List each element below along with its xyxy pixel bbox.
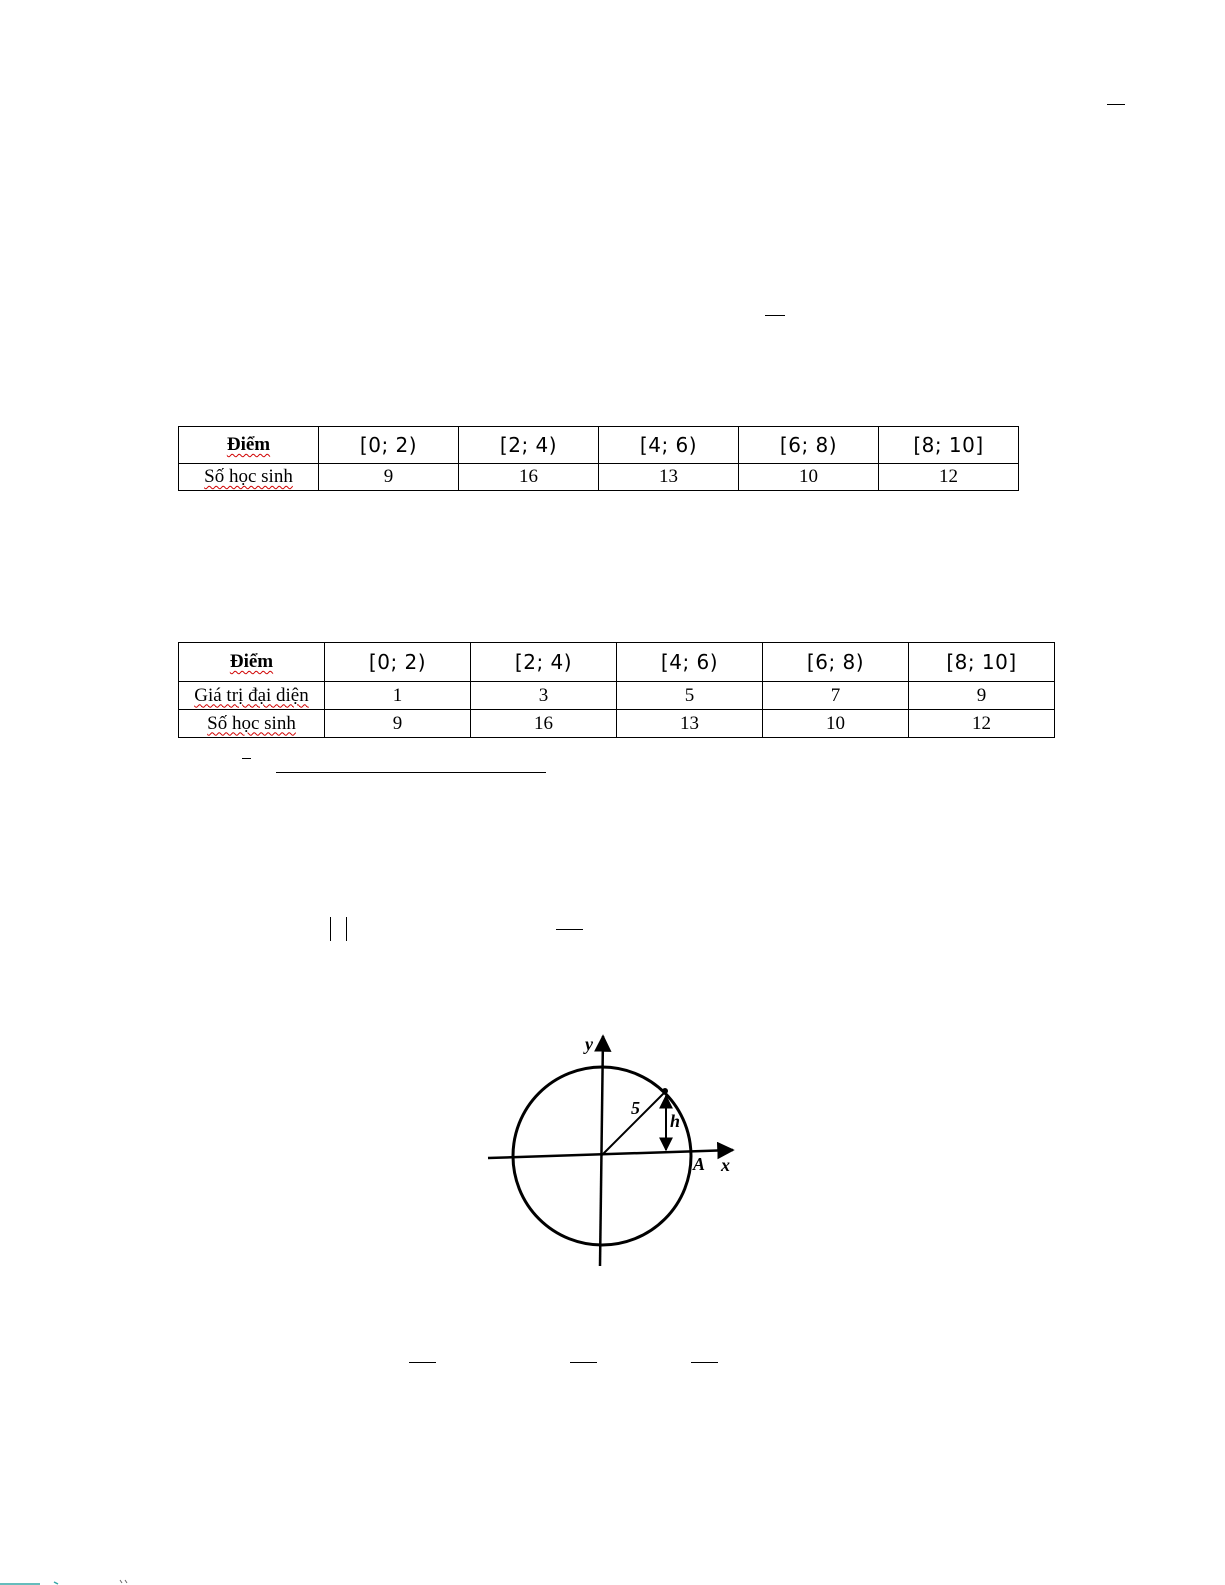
y-axis: [600, 1036, 603, 1266]
value-cell: 7: [763, 682, 909, 710]
interval-cell: [4; 6): [599, 427, 739, 464]
point-a-label: A: [693, 1154, 706, 1174]
representative-value-table: [178, 642, 1055, 738]
count-cell: 9: [319, 464, 459, 491]
table-row: [179, 682, 1055, 710]
interval-cell: [6; 8): [739, 427, 879, 464]
row-label: Số học sinh: [179, 710, 325, 738]
interval-cell: [2; 4): [459, 427, 599, 464]
interval-cell: [2; 4): [471, 643, 617, 682]
count-cell: 13: [617, 710, 763, 738]
fraction-bar: [276, 772, 546, 773]
interval-cell: [8; 10]: [879, 427, 1019, 464]
interval-cell: [0; 2): [325, 643, 471, 682]
fraction-bar: [409, 1362, 436, 1363]
interval-cell: [8; 10]: [909, 643, 1055, 682]
fraction-bar: [1107, 104, 1125, 105]
value-cell: 9: [909, 682, 1055, 710]
count-cell: 10: [763, 710, 909, 738]
count-cell: 16: [459, 464, 599, 491]
row-label: Giá trị đại diện: [179, 682, 325, 710]
page-corner-marks: [0, 1578, 150, 1585]
fraction-bar: [570, 1362, 597, 1363]
value-cell: 5: [617, 682, 763, 710]
absolute-value-bar: [330, 917, 331, 941]
count-cell: 9: [325, 710, 471, 738]
height-label: h: [670, 1111, 681, 1131]
interval-cell: [6; 8): [763, 643, 909, 682]
unit-circle-figure: [485, 1030, 745, 1275]
y-axis-label: y: [585, 1034, 593, 1054]
score-table: [178, 426, 1019, 491]
count-cell: 16: [471, 710, 617, 738]
row-label: Điểm: [179, 427, 319, 464]
table-row: [179, 710, 1055, 738]
fraction-bar: [556, 929, 583, 930]
value-cell: 1: [325, 682, 471, 710]
fraction-bar: [691, 1362, 718, 1363]
fraction-bar: [242, 758, 251, 759]
interval-cell: [4; 6): [617, 643, 763, 682]
interval-cell: [0; 2): [319, 427, 459, 464]
radius-label: 5: [631, 1098, 640, 1118]
fraction-bar: [765, 315, 785, 316]
value-cell: 3: [471, 682, 617, 710]
row-label: Số học sinh: [179, 464, 319, 491]
count-cell: 12: [879, 464, 1019, 491]
count-cell: 10: [739, 464, 879, 491]
point-on-circle: [662, 1088, 668, 1094]
table-row: [179, 427, 1019, 464]
count-cell: 12: [909, 710, 1055, 738]
count-cell: 13: [599, 464, 739, 491]
absolute-value-bar: [346, 917, 347, 941]
table-row: [179, 464, 1019, 491]
row-label: Điểm: [179, 643, 325, 682]
x-axis-label: x: [721, 1155, 730, 1175]
table-row: [179, 643, 1055, 682]
